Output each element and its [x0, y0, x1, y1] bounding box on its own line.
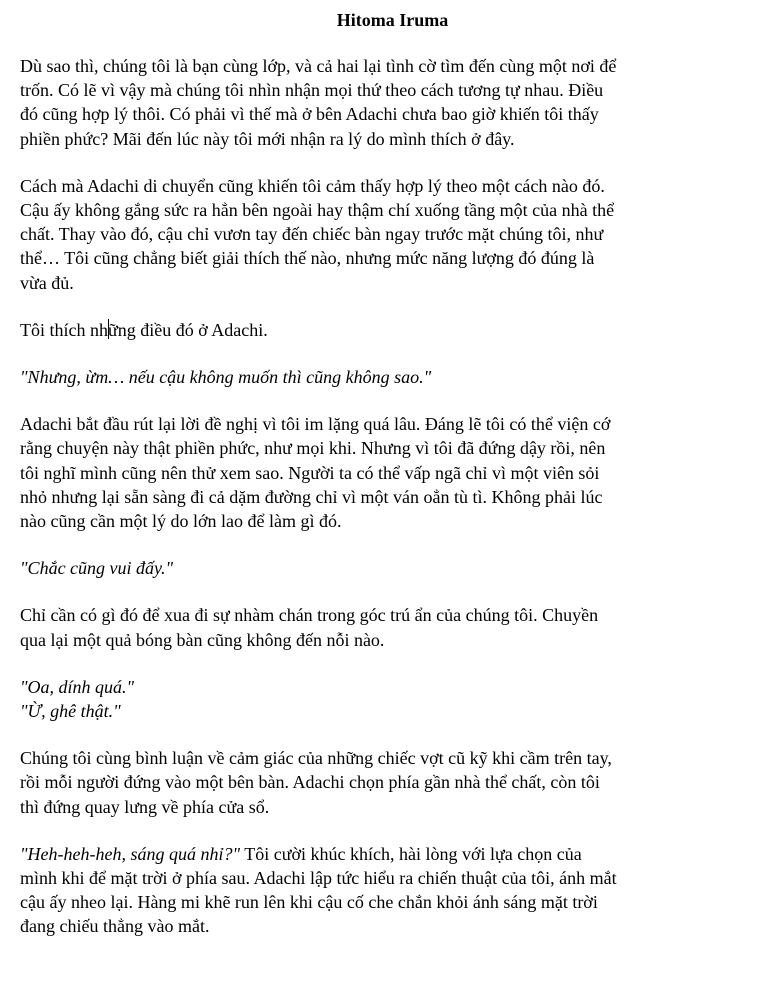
text-line: đó cũng hợp lý thôi. Có phải vì thế mà ở bên Adachi chưa bao giờ khiến tôi thấy: [20, 104, 599, 125]
text-line: cậu ấy nheo lại. Hàng mi khẽ run lên khi cậu cố che chắn khỏi ánh sáng mặt trời: [20, 892, 598, 913]
dialogue-line: "Chắc cũng vui đấy.": [20, 558, 174, 579]
text-line: thể… Tôi cũng chẳng biết giải thích thế nào, nhưng mức năng lượng đó đúng là: [20, 248, 595, 269]
dialogue-line: "Nhưng, ừm… nếu cậu không muốn thì cũng không sao.": [20, 367, 432, 388]
text-line: qua lại một quả bóng bàn cũng không đến nỗi nào.: [20, 629, 385, 650]
narration-inline: Tôi cười khúc khích, hài lòng với lựa chọn của: [240, 843, 582, 864]
text-line: vừa đủ.: [20, 272, 74, 293]
dialogue-1: [20, 365, 765, 389]
text-line: nào cũng cần một lý do lớn lao để làm gì đó.: [20, 511, 342, 532]
paragraph-9: [20, 746, 765, 819]
text-after-caret: ững điều đó ở Adachi.: [108, 319, 268, 340]
dialogue-inline: "Heh-heh-heh, sáng quá nhỉ?": [20, 843, 241, 864]
text-line: rằng chuyện này thật phiền phức, như mọi khi. Nhưng vì tôi đã đứng dậy rồi, nên: [20, 438, 606, 459]
text-before-caret: Tôi thích nh: [20, 319, 108, 340]
text-line: rồi mỗi người đứng vào một bên bàn. Adachi chọn phía gần nhà thể chất, còn tôi: [20, 772, 600, 793]
text-line: mình khi để mặt trời ở phía sau. Adachi lập tức hiểu ra chiến thuật của tôi, ánh mắt: [20, 868, 617, 889]
text-line: đang chiếu thẳng vào mắt.: [20, 916, 210, 937]
text-line: chất. Thay vào đó, cậu chỉ vươn tay đến chiếc bàn ngay trước mặt chúng tôi, như: [20, 224, 604, 245]
text-line: Chỉ cần có gì đó để xua đi sự nhàm chán trong góc trú ẩn của chúng tôi. Chuyền: [20, 605, 599, 626]
text-line: thì đứng quay lưng về phía cửa sổ.: [20, 796, 270, 817]
text-line: Adachi bắt đầu rút lại lời đề nghị vì tôi im lặng quá lâu. Đáng lẽ tôi có thể viện cớ: [20, 414, 611, 435]
text-line: Chúng tôi cùng bình luận về cảm giác của những chiếc vợt cũ kỹ khi cầm trên tay,: [20, 748, 612, 769]
text-line: trốn. Có lẽ vì vậy mà chúng tôi nhìn nhận mọi thứ theo cách tương tự nhau. Điều: [20, 80, 604, 101]
document-title: Hitoma Iruma: [336, 10, 449, 30]
text-line: tôi nghĩ mình cũng nên thử xem sao. Người ta có thể vấp ngã chỉ vì một viên sỏi: [20, 462, 600, 483]
text-line: [20, 842, 765, 866]
paragraph-3[interactable]: [20, 318, 765, 342]
dialogue-2: [20, 556, 765, 580]
text-line: nhỏ nhưng lại sẵn sàng đi cả dặm đường chỉ vì một ván oẳn tù tì. Không phải lúc: [20, 486, 603, 507]
text-line: [20, 318, 765, 342]
paragraph-5: [20, 412, 765, 533]
paragraph-1: [20, 54, 765, 151]
dialogue-line: "Oa, dính quá.": [20, 676, 135, 697]
paragraph-7: [20, 603, 765, 651]
paragraph-2: [20, 174, 765, 295]
text-line: Dù sao thì, chúng tôi là bạn cùng lớp, và cả hai lại tình cờ tìm đến cùng một nơi để: [20, 56, 617, 76]
text-line: Cách mà Adachi di chuyển cũng khiến tôi cảm thấy hợp lý theo một cách nào đó.: [20, 175, 605, 196]
text-line: phiền phức? Mãi đến lúc này tôi mới nhận ra lý do mình thích ở đây.: [20, 128, 515, 149]
text-line: Cậu ấy không gắng sức ra hẳn bên ngoài hay thậm chí xuống tầng một của nhà thể: [20, 200, 615, 221]
document-page: [20, 8, 765, 962]
paragraph-10: [20, 842, 765, 939]
dialogue-3: [20, 675, 765, 723]
dialogue-line: "Ừ, ghê thật.": [20, 701, 121, 722]
